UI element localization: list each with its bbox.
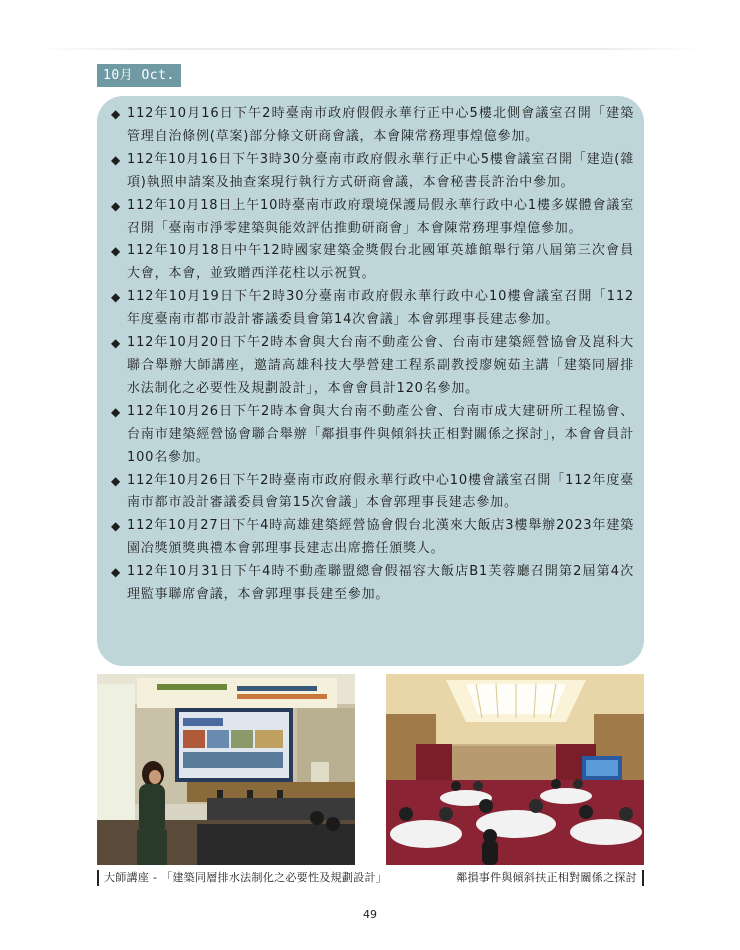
event-text: 112年10月26日下午2時臺南市政府假永華行政中心10樓會議室召開「112年度臺南市都市設計審議委員會第15次會議」本會郭理事長建志參加。 <box>127 472 634 511</box>
list-item <box>111 195 634 241</box>
diamond-bullet-icon: ◆ <box>111 244 122 259</box>
event-text: 112年10月18日中午12時國家建築金獎假台北國軍英雄館舉行第八屆第三次會員大會，本會，並致贈西洋花柱以示祝賀。 <box>127 243 634 282</box>
event-text: 112年10月26日下午2時本會與大台南不動產公會、台南市成大建研所工程協會、台南市建築經營協會聯合舉辦「鄰損事件與傾斜扶正相對關係之探討」，本會會員計100名參加。 <box>127 403 634 465</box>
right-photo-caption: 鄰損事件與傾斜扶正相對關係之探討 <box>456 870 644 886</box>
event-text: 112年10月31日下午4時不動產聯盟總會假福容大飯店B1芙蓉廳召開第2屆第4次理監事聯席會議，本會郭理事長建至參加。 <box>127 564 634 603</box>
diamond-bullet-icon: ◆ <box>111 290 122 305</box>
left-photo-caption: 大師講座 - 「建築同層排水法制化之必要性及規劃設計」 <box>97 870 387 886</box>
diamond-bullet-icon: ◆ <box>111 336 122 351</box>
list-item <box>111 149 634 195</box>
list-item <box>111 515 634 561</box>
banquet-hall-photo <box>386 674 644 865</box>
event-text: 112年10月16日下午3時30分臺南市政府假永華行正中心5樓會議室召開「建造(雜項)執照申請案及抽查案現行執行方式研商會議，本會秘書長許治中參加。 <box>127 151 634 190</box>
list-item <box>111 240 634 286</box>
event-text: 112年10月18日上午10時臺南市政府環境保護局假永華行政中心1樓多媒體會議室召開「臺南市淨零建築與能效評估推動研商會」本會陳常務理事煌億參加。 <box>127 197 634 236</box>
header-rule <box>36 48 704 50</box>
diamond-bullet-icon: ◆ <box>111 565 122 580</box>
diamond-bullet-icon: ◆ <box>111 404 122 419</box>
list-item <box>111 401 634 470</box>
lecture-photo <box>97 674 355 865</box>
page-number: 49 <box>363 908 377 921</box>
event-text: 112年10月16日下午2時臺南市政府假假永華行正中心5樓北側會議室召開「建築管理自治條例(草案)部分條文研商會議，本會陳常務理事煌億參加。 <box>127 106 634 144</box>
events-panel <box>97 96 644 666</box>
month-tag: 10月 Oct. <box>97 64 181 87</box>
list-item <box>111 470 634 516</box>
diamond-bullet-icon: ◆ <box>111 152 122 167</box>
diamond-bullet-icon: ◆ <box>111 198 122 213</box>
diamond-bullet-icon: ◆ <box>111 107 122 121</box>
event-text: 112年10月27日下午4時高雄建築經營協會假台北漢來大飯店3樓舉辦2023年建築園冶獎頒獎典禮本會郭理事長建志出席擔任頒獎人。 <box>127 518 634 557</box>
list-item <box>111 332 634 401</box>
list-item <box>111 103 634 149</box>
diamond-bullet-icon: ◆ <box>111 519 122 534</box>
diamond-bullet-icon: ◆ <box>111 473 122 488</box>
event-text: 112年10月19日下午2時30分臺南市政府假永華行政中心10樓會議室召開「112年度臺南市都市設計審議委員會第14次會議」本會郭理事長建志參加。 <box>127 289 634 328</box>
event-text: 112年10月20日下午2時本會與大台南不動產公會、台南市建築經營協會及崑科大聯合舉辦大師講座，邀請高雄科技大學營建工程系副教授廖婉茹主講「建築同層排水法制化之必要性及規劃設計」，本會會員計120名參加。 <box>127 335 634 396</box>
list-item <box>111 561 634 607</box>
list-item <box>111 286 634 332</box>
